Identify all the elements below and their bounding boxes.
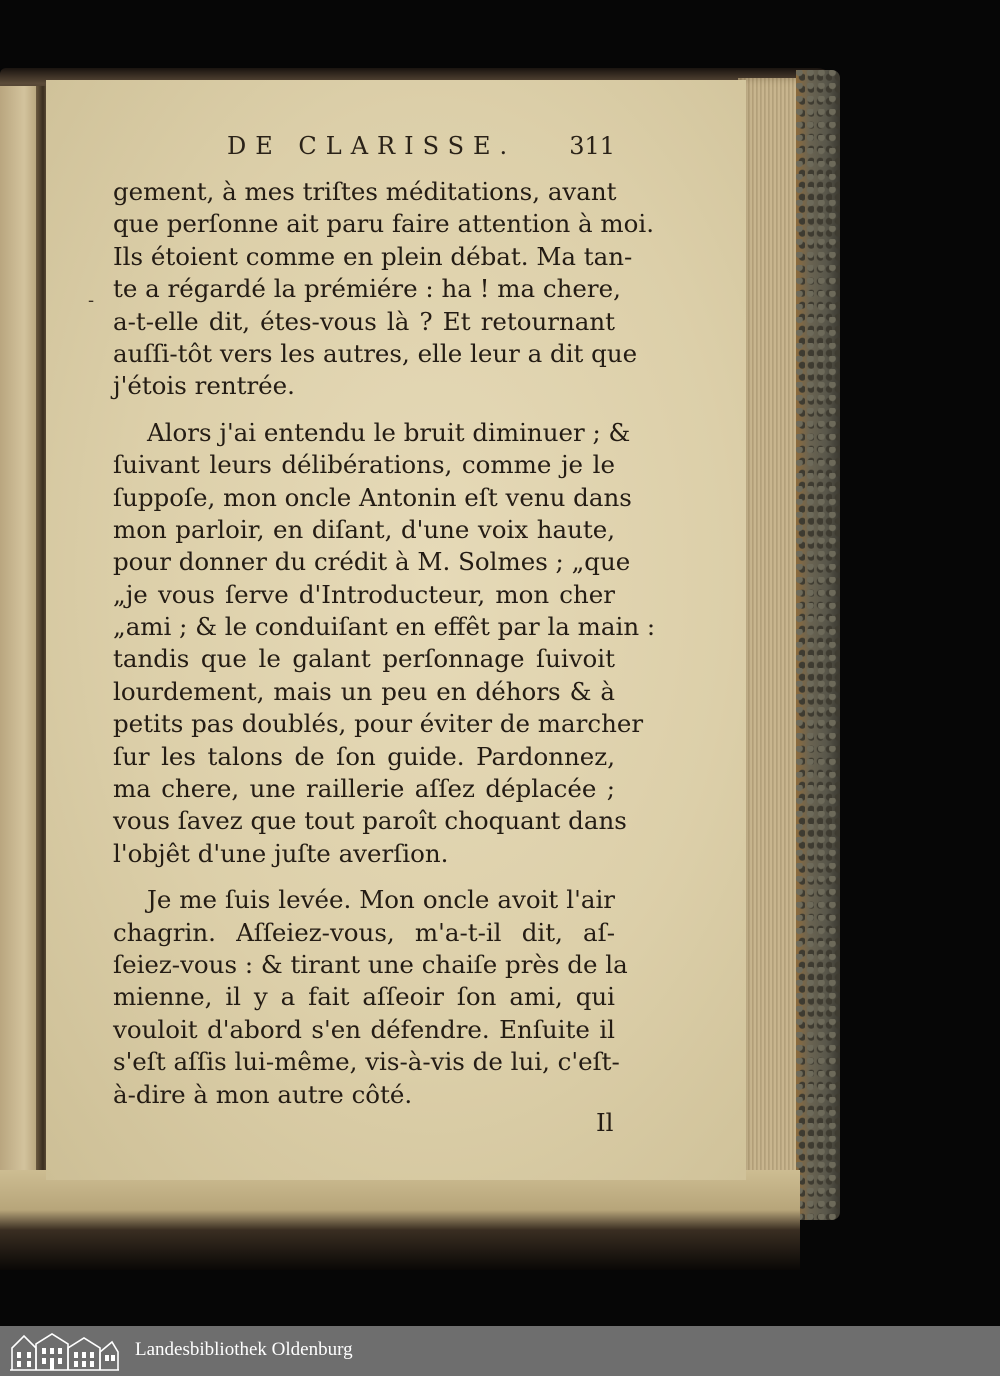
text-line: chagrin. Aſſeiez-vous, m'a-t-il dit, aſ- bbox=[113, 917, 615, 947]
text-line: l'objêt d'une juſte averſion. bbox=[113, 838, 449, 868]
text-line: s'eſt aſſis lui-même, vis-à-vis de lui, c'eſt- bbox=[113, 1047, 620, 1077]
running-head-title: DE CLARISSE. bbox=[227, 132, 517, 160]
text-line: Je me ſuis levée. Mon oncle avoit l'air bbox=[147, 885, 615, 915]
paragraph bbox=[113, 417, 656, 870]
text-line: petits pas doublés, pour éviter de marcher bbox=[113, 709, 644, 739]
text-line: ſur les talons de ſon guide. Pardonnez, bbox=[113, 741, 615, 771]
page-body-text bbox=[113, 176, 656, 1125]
text-line: vous ſavez que tout paroît choquant dans bbox=[113, 806, 627, 836]
running-head bbox=[115, 132, 615, 166]
text-line: gement, à mes triſtes méditations, avant bbox=[113, 177, 617, 206]
page-edge-stack bbox=[738, 78, 800, 1180]
margin-mark: - bbox=[88, 290, 95, 311]
text-line: „ami ; & le conduiſant en effêt par la main : bbox=[113, 612, 656, 642]
text-line: ſeiez-vous : & tirant une chaiſe près de la bbox=[113, 949, 628, 979]
text-line: lourdement, mais un peu en déhors & à bbox=[113, 676, 615, 706]
book-cover-bottom-edge bbox=[0, 1170, 800, 1270]
text-line: vouloit d'abord s'en défendre. Enſuite il bbox=[113, 1014, 615, 1044]
text-line: pour donner du crédit à M. Solmes ; „que bbox=[113, 547, 631, 577]
text-line: „je vous ſerve d'Introducteur, mon cher bbox=[113, 579, 615, 609]
footer-library-name: Landesbibliothek Oldenburg bbox=[135, 1339, 353, 1360]
text-line: j'étois rentrée. bbox=[113, 371, 295, 401]
text-line: mienne, il y a fait aſſeoir ſon ami, qui bbox=[113, 982, 615, 1012]
text-line: Alors j'ai entendu le bruit diminuer ; & bbox=[147, 417, 631, 447]
text-line: mon parloir, en diſant, d'une voix haute, bbox=[113, 514, 615, 544]
text-line: ſuivant leurs délibérations, comme je le bbox=[113, 450, 615, 480]
text-line: auſſi-tôt vers les autres, elle leur a dit que bbox=[113, 338, 638, 368]
text-line: que perſonne ait paru faire attention à moi. bbox=[113, 209, 655, 239]
catchword: Il bbox=[596, 1108, 614, 1137]
paragraph bbox=[113, 176, 655, 403]
text-line: tandis que le galant perſonnage ſuivoit bbox=[113, 644, 615, 674]
text-line: à-dire à mon autre côté. bbox=[113, 1079, 413, 1109]
footer-bar bbox=[0, 1326, 1000, 1376]
text-line: te a régardé la prémiére : ha ! ma chere, bbox=[113, 274, 621, 304]
marbled-cover-right bbox=[796, 70, 840, 1220]
paragraph bbox=[113, 884, 628, 1111]
text-line: a-t-elle dit, étes-vous là ? Et retournant bbox=[113, 306, 615, 336]
library-building-icon bbox=[8, 1328, 120, 1372]
text-line: Ils étoient comme en plein débat. Ma tan- bbox=[113, 241, 633, 271]
text-line: ma chere, une raillerie aſſez déplacée ; bbox=[113, 774, 615, 804]
page-number: 311 bbox=[569, 132, 615, 160]
text-line: ſuppoſe, mon oncle Antonin eſt venu dans bbox=[113, 482, 632, 512]
